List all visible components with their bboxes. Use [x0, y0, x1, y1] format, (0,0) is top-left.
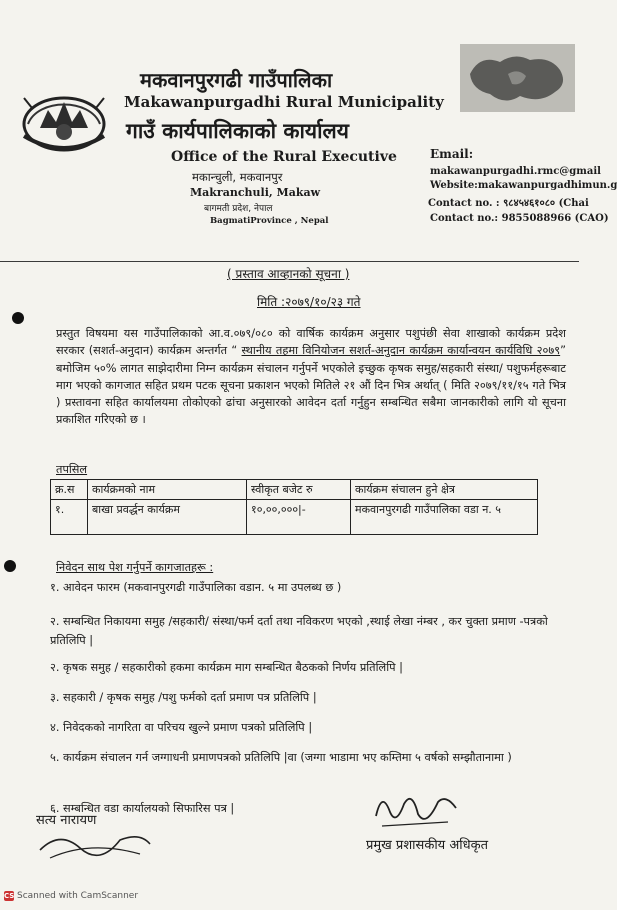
municipality-name-nepali: मकवानपुरगढी गाउँपालिका	[140, 68, 333, 92]
signature-right-icon	[368, 786, 463, 834]
cell-serial: १.	[51, 500, 88, 535]
list-item: ४. निवेदकको नागरिता वा परिचय खुल्ने प्रमाण पत्रको प्रतिलिपि |	[50, 721, 313, 734]
header-serial: क्र.स	[51, 480, 88, 500]
address-english: Makranchuli, Makaw	[190, 186, 321, 199]
paragraph-guideline-name: स्थानीय तहमा विनियोजन सशर्त-अनुदान कार्यक्रम कार्यान्वयन कार्यविधि २०७९	[241, 344, 561, 358]
program-table	[50, 479, 538, 535]
header-area: कार्यक्रम संचालन हुने क्षेत्र	[351, 480, 538, 500]
watermark-text: Scanned with CamScanner	[17, 891, 139, 901]
stamp-name: सत्य नारायण	[36, 813, 97, 828]
province-english: BagmatiProvince , Nepal	[210, 216, 329, 226]
list-item: ५. कार्यक्रम संचालन गर्न जग्गाधनी प्रमाणपत्रको प्रतिलिपि |वा (जग्गा भाडामा भए कम्तिमा ५ वर्षको सम्झौतानामा )	[50, 751, 512, 764]
signer-title: प्रमुख प्रशासकीय अधिकृत	[366, 838, 489, 853]
contact-number-1: Contact no. : ९८४५४६१०८० (Chai	[428, 198, 589, 209]
cell-area: मकवानपुरगढी गाउँपालिका वडा न. ५	[351, 500, 538, 535]
header-divider	[0, 261, 579, 262]
punch-hole-icon	[4, 560, 16, 572]
office-name-english: Office of the Rural Executive	[171, 149, 397, 165]
table-row	[51, 500, 538, 535]
map-image	[460, 44, 575, 112]
header-program-name: कार्यक्रमको नाम	[88, 480, 247, 500]
notice-title: ( प्रस्ताव आव्हानको सूचना )	[227, 267, 350, 281]
cell-program-name: बाखा प्रवर्द्धन कार्यक्रम	[88, 500, 247, 535]
map-icon	[460, 44, 575, 112]
header-budget: स्वीकृत बजेट रु	[247, 480, 351, 500]
documents-heading: निवेदन साथ पेश गर्नुपर्ने कागजातहरू :	[56, 561, 214, 574]
notice-paragraph	[56, 325, 566, 429]
email-address: makawanpurgadhi.rmc@gmail	[430, 166, 601, 177]
table-label: तपसिल	[56, 463, 88, 476]
email-label: Email:	[430, 147, 474, 161]
contact-number-2: Contact no.: 9855088966 (CAO)	[430, 213, 609, 224]
table-header-row	[51, 480, 538, 500]
camscanner-icon: CS	[4, 892, 15, 900]
list-item: ३. सहकारी / कृषक समुह /पशु फर्मको दर्ता प्रमाण पत्र प्रतिलिपि |	[50, 691, 317, 704]
nepal-emblem-icon	[18, 88, 110, 158]
list-item: २. सम्बन्धित निकायमा समुह /सहकारी/ संस्था/फर्म दर्ता तथा नविकरण भएको ,स्थाई लेखा नंम्बर , कर चुक्ता प्रमाण -पत्रको प्रतिलिपि |	[50, 615, 548, 647]
address-nepali: मकान्चुली, मकवानपुर	[192, 170, 283, 184]
municipality-name-english: Makawanpurgadhi Rural Municipality	[124, 93, 444, 111]
scanner-watermark	[4, 891, 138, 901]
paragraph-text-1: प्रस्तुत विषयमा यस गाउँपालिकाको आ.व.०७९/०८० को वार्षिक कार्यक्रम अनुसार पशुपंछी सेवा शाखाको कार्यक्रम प्रदेश सरकार (सशर्त-अनुदान) कार्यक्रम अन्तर्गत “	[56, 327, 566, 358]
notice-date: मिति :२०७९/१०/२३ गते	[257, 295, 361, 309]
website: Website:makawanpurgadhimun.g	[430, 180, 617, 191]
list-item: २. कृषक समुह / सहकारीको हकमा कार्यक्रम माग सम्बन्धित बैठकको निर्णय प्रतिलिपि |	[50, 661, 403, 674]
paragraph-text-2: ” बमोजिम ५०% लागत साझेदारीमा निम्न कार्यक्रम संचालन गर्नुपर्ने भएकोले इच्छुक कृषक समुह/सहकारी संस्था/ पशुफर्महरूबाट माग भएको कागजात सहित प्रथम पटक सूचना प्रकाशन भएको मितिले २१ औं दिन भित्र अर्थात् ( मिति २०७९/११/१५ गते भित्र ) प्रस्तावना सहित कार्यालयमा तोकोएको ढांचा अनुसारको आवेदन दर्ता गर्नुहुन सम्बन्धित सबैमा जानकारीको लागि यो सूचना प्रकाशित गरिएको छ ।	[56, 344, 566, 427]
list-item: १. आवेदन फारम (मकवानपुरगढी गाउँपालिका वडान. ५ मा उपलब्ध छ )	[50, 581, 342, 594]
signature-left-icon	[30, 810, 160, 865]
cell-budget: १०,००,०००|-	[247, 500, 351, 535]
province-nepali: बागमती प्रदेश, नेपाल	[204, 204, 273, 214]
list-item: ६. सम्बन्धित वडा कार्यालयको सिफारिस पत्र |	[50, 802, 235, 815]
punch-hole-icon	[12, 312, 24, 324]
office-name-nepali: गाउँ कार्यपालिकाको कार्यालय	[126, 119, 349, 143]
